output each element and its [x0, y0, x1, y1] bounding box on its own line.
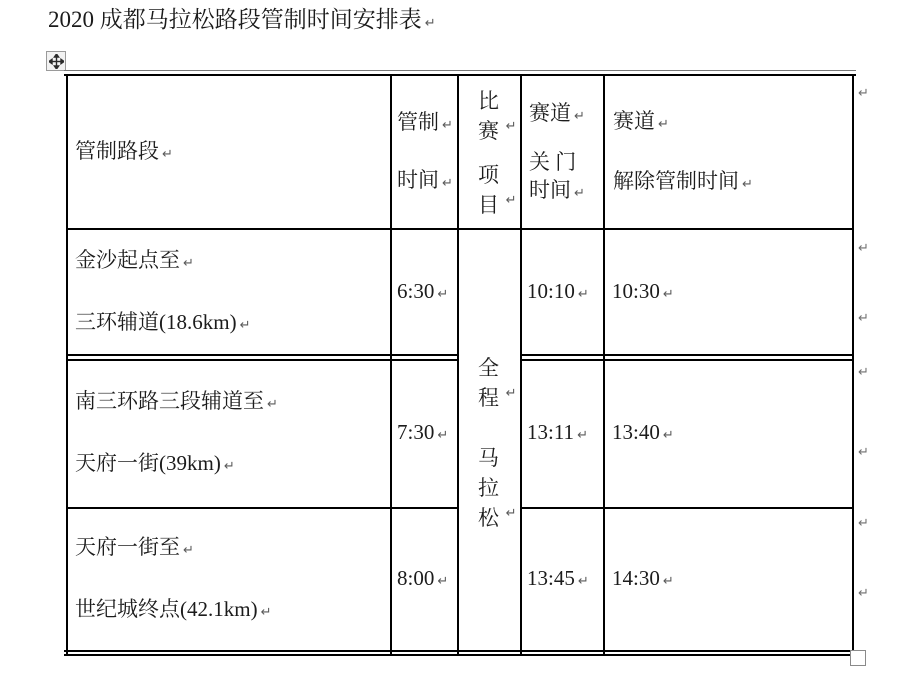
border-line [390, 75, 392, 655]
end-of-row-mark-icon: ↵ [858, 365, 869, 380]
paragraph-mark-icon: ↵ [505, 505, 517, 521]
paragraph-mark-icon: ↵ [437, 427, 449, 443]
table-resize-handle[interactable] [850, 650, 866, 666]
border-line [66, 75, 68, 655]
paragraph-mark-icon: ↵ [662, 286, 674, 302]
border-line [520, 75, 522, 655]
header-cell-release-time: 赛道 ↵ 解除管制时间 ↵ [613, 108, 753, 193]
cell-close-time-row2: 13:11 ↵ [527, 419, 588, 444]
paragraph-mark-icon: ↵ [505, 385, 517, 401]
paragraph-mark-icon: ↵ [505, 118, 517, 134]
border-line [64, 650, 856, 652]
paragraph-mark-icon: ↵ [442, 175, 453, 191]
border-line [852, 75, 854, 655]
end-of-row-mark-icon: ↵ [858, 241, 869, 256]
border-line [64, 654, 856, 656]
cell-release-time-row1: 10:30 ↵ [612, 278, 674, 303]
cell-section-row1: 金沙起点至 ↵ 三环辅道(18.6km) ↵ [75, 247, 251, 334]
header-cell-event: 比赛 ↵ 项目 ↵ [478, 88, 517, 217]
paragraph-mark-icon: ↵ [574, 185, 585, 201]
end-of-row-mark-icon: ↵ [858, 516, 869, 531]
border-line [66, 354, 457, 356]
paragraph-mark-icon: ↵ [183, 543, 194, 558]
border-line [520, 507, 853, 509]
paragraph-mark-icon: ↵ [505, 192, 517, 208]
paragraph-mark-icon: ↵ [437, 286, 449, 302]
cell-section-row2: 南三环路三段辅道至 ↵ 天府一街(39km) ↵ [75, 388, 278, 475]
cell-release-time-row2: 13:40 ↵ [612, 419, 674, 444]
paragraph-mark-icon: ↵ [742, 176, 753, 192]
cell-close-time-row3: 13:45 ↵ [527, 566, 589, 590]
border-line [520, 359, 853, 361]
paragraph-mark-icon: ↵ [577, 574, 589, 589]
border-line [64, 74, 856, 76]
header-cell-close-time: 赛道 ↵ 关 门 时间 ↵ [529, 100, 585, 202]
table-move-handle[interactable] [46, 51, 66, 71]
cell-control-time-row1: 6:30 ↵ [397, 278, 449, 303]
cell-control-time-row2: 7:30 ↵ [397, 419, 449, 444]
header-cell-section [66, 75, 390, 230]
paragraph-mark-icon: ↵ [442, 117, 453, 133]
border-line [66, 507, 457, 509]
end-of-row-mark-icon: ↵ [858, 586, 869, 601]
paragraph-mark-icon: ↵ [662, 574, 674, 589]
border-line [66, 359, 457, 361]
paragraph-mark-icon: ↵ [223, 458, 235, 474]
border-line [603, 75, 605, 655]
paragraph-mark-icon: ↵ [260, 605, 272, 620]
paragraph-mark-icon: ↵ [574, 108, 585, 124]
border-line [520, 354, 853, 356]
end-of-row-mark-icon: ↵ [858, 86, 869, 101]
border-line [64, 70, 856, 71]
paragraph-mark-icon: ↵ [437, 574, 449, 589]
paragraph-mark-icon: ↵ [162, 146, 173, 162]
header-cell-control-time: 管制 ↵ 时间 ↵ [397, 109, 453, 192]
paragraph-mark-icon: ↵ [577, 427, 588, 443]
border-line [457, 75, 459, 655]
page-title [48, 4, 436, 40]
header-section-label: 管制路段 ↵ [75, 138, 173, 163]
cell-release-time-row3: 14:30 ↵ [612, 566, 674, 590]
cell-section-row3: 天府一街至 ↵ 世纪城终点(42.1km) ↵ [75, 535, 272, 621]
paragraph-mark-icon: ↵ [424, 16, 436, 31]
page-title-text: 2020 成都马拉松路段管制时间安排表 [48, 7, 422, 32]
cell-close-time-row1: 10:10 ↵ [527, 278, 589, 303]
paragraph-mark-icon: ↵ [183, 255, 194, 271]
border-line [66, 228, 853, 230]
paragraph-mark-icon: ↵ [658, 116, 669, 132]
paragraph-mark-icon: ↵ [577, 286, 589, 302]
move-icon [49, 54, 64, 69]
cell-control-time-row3: 8:00 ↵ [397, 566, 449, 590]
end-of-row-mark-icon: ↵ [858, 311, 869, 326]
paragraph-mark-icon: ↵ [267, 396, 278, 412]
end-of-row-mark-icon: ↵ [858, 445, 869, 460]
cell-event-full-marathon: 全程 ↵ 马拉松 ↵ [478, 355, 517, 530]
paragraph-mark-icon: ↵ [239, 317, 251, 333]
paragraph-mark-icon: ↵ [662, 427, 674, 443]
